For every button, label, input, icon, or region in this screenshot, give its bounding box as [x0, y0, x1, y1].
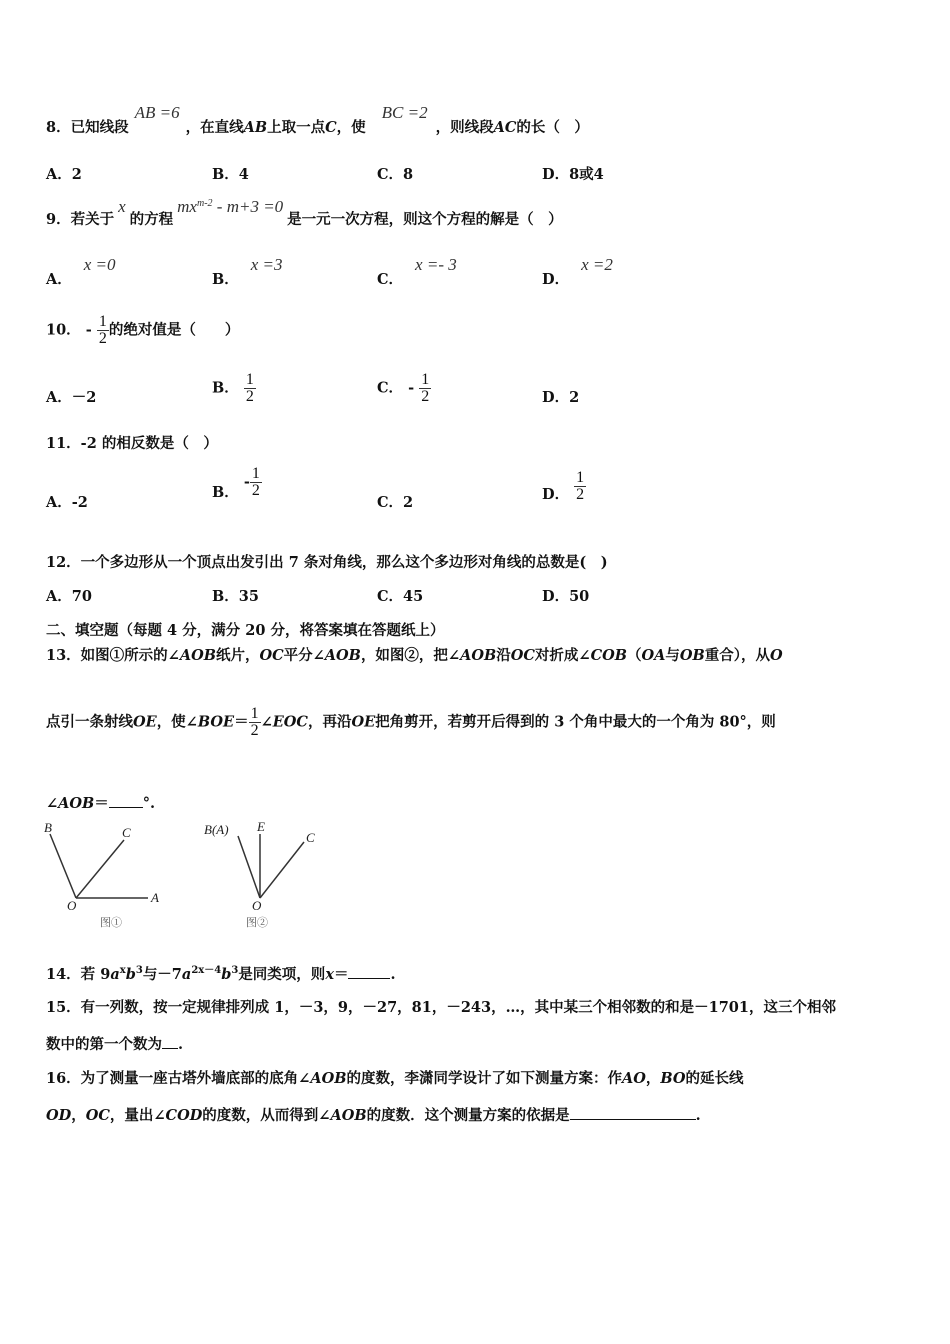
section-2-heading: 二、填空题（每题 4 分，满分 20 分，将答案填在答题纸上）	[46, 622, 445, 639]
question-13-line-1: 13．如图①所示的∠AOB纸片，OC平分∠AOB，如图②，把∠AOB沿OC对折成∠COB（OA与OB重合），从O	[46, 647, 783, 664]
q10-option-a[interactable]: A．－2	[46, 389, 97, 406]
question-8: 8．已知线段AB =6，在直线AB上取一点C，使BC =2，则线段AC的长（ ）	[46, 103, 589, 136]
q9-option-c[interactable]: C．x =- 3	[377, 255, 457, 288]
q8-option-c[interactable]: C．8	[377, 166, 414, 183]
q10-option-c[interactable]: C． - $\frac{1}{2}$	[377, 371, 430, 405]
fig1-ray-ob	[50, 834, 76, 898]
question-15-line-1: 15．有一列数，按一定规律排列成 1，－3，9，－27，81，－243，…，其中某三个相邻数的和是－1701，这三个相邻	[46, 999, 836, 1016]
fig1-label-o: O	[67, 898, 77, 913]
figure-1	[40, 818, 170, 928]
q12-option-b[interactable]: B．35	[212, 588, 259, 605]
q11-option-b[interactable]: B． - $\frac{1}{2}$	[212, 465, 260, 501]
q8-option-b[interactable]: B．4	[212, 166, 249, 183]
question-13-line-2: 点引一条射线OE，使∠BOE＝ $\frac{1}{2}$ ∠EOC，再沿OE把角剪开，若剪开后得到的 3 个角中最大的一个角为 80°，则	[46, 705, 776, 739]
question-14: 14．若 $9a^xb^3$与$-7a^{2x-4}b^3$是同类项，则x＝ .	[46, 965, 396, 983]
question-12: 12．一个多边形从一个顶点出发引出 7 条对角线，那么这个多边形对角线的总数是( )	[46, 554, 608, 571]
q14-answer-blank[interactable]	[348, 964, 390, 979]
q9-option-d[interactable]: D．x =2	[542, 255, 613, 288]
fig2-label-ba: B(A)	[204, 822, 229, 837]
q8-math-bc: BC =2	[381, 103, 428, 122]
fig1-ray-oc	[76, 840, 124, 898]
fig1-caption: 图①	[100, 917, 122, 928]
q15-answer-blank[interactable]	[162, 1034, 178, 1049]
fig2-label-o: O	[252, 898, 262, 913]
q13-fraction: $\frac{1}{2}$	[250, 705, 259, 739]
q9-number: 9．	[46, 211, 71, 228]
q9-option-b[interactable]: B．x =3	[212, 255, 283, 288]
question-16-line-1: 16．为了测量一座古塔外墙底部的底角∠AOB的度数，李潇同学设计了如下测量方案：作AO，BO的延长线	[46, 1070, 744, 1087]
figure-2	[200, 818, 330, 928]
fig2-label-c: C	[306, 830, 315, 845]
question-11: 11．-2 的相反数是（ ）	[46, 435, 218, 452]
fig1-label-c: C	[122, 825, 131, 840]
fig1-label-b: B	[44, 820, 52, 835]
question-13-line-3: ∠AOB＝ °.	[46, 795, 156, 812]
q12-option-d[interactable]: D．50	[542, 588, 590, 605]
q10-option-d[interactable]: D．2	[542, 389, 580, 406]
question-10: 10． - $\frac{1}{2}$ 的绝对值是（ ）	[46, 313, 240, 347]
fig1-label-a: A	[151, 890, 159, 905]
q8-option-a[interactable]: A．2	[46, 166, 82, 183]
q10-fraction: $\frac{1}{2}$	[98, 313, 107, 347]
q13-answer-blank[interactable]	[109, 793, 143, 808]
q9-option-a[interactable]: A．x =0	[46, 255, 116, 288]
q11-option-a[interactable]: A．-2	[46, 494, 88, 511]
q8-option-d[interactable]: D．8或4	[542, 166, 604, 183]
fig2-ray-ob	[238, 836, 260, 898]
fig2-caption: 图②	[246, 917, 268, 928]
q9-equation: $mx^{m-2} - m+3 =0$	[177, 197, 284, 216]
q12-option-a[interactable]: A．70	[46, 588, 92, 605]
q12-option-c[interactable]: C．45	[377, 588, 424, 605]
fig2-label-e: E	[257, 819, 265, 834]
q8-number: 8．	[46, 119, 71, 136]
q8-math-ab: AB =6	[134, 103, 180, 122]
q16-answer-blank[interactable]	[570, 1105, 696, 1120]
fig2-ray-oc	[260, 842, 304, 898]
q11-option-d[interactable]: D． $\frac{1}{2}$	[542, 469, 585, 503]
q10-number: 10．	[46, 321, 81, 339]
question-9: 9．若关于x的方程$mx^{m-2} - m+3 =0$是一元一次方程，则这个方程的解是（ ）	[46, 197, 563, 228]
q10-option-b[interactable]: B． $\frac{1}{2}$	[212, 371, 254, 405]
question-15-line-2: 数中的第一个数为 .	[46, 1036, 184, 1053]
q11-option-c[interactable]: C．2	[377, 494, 414, 511]
question-16-line-2: OD，OC，量出∠COD的度数，从而得到∠AOB的度数．这个测量方案的依据是 .	[46, 1107, 701, 1124]
